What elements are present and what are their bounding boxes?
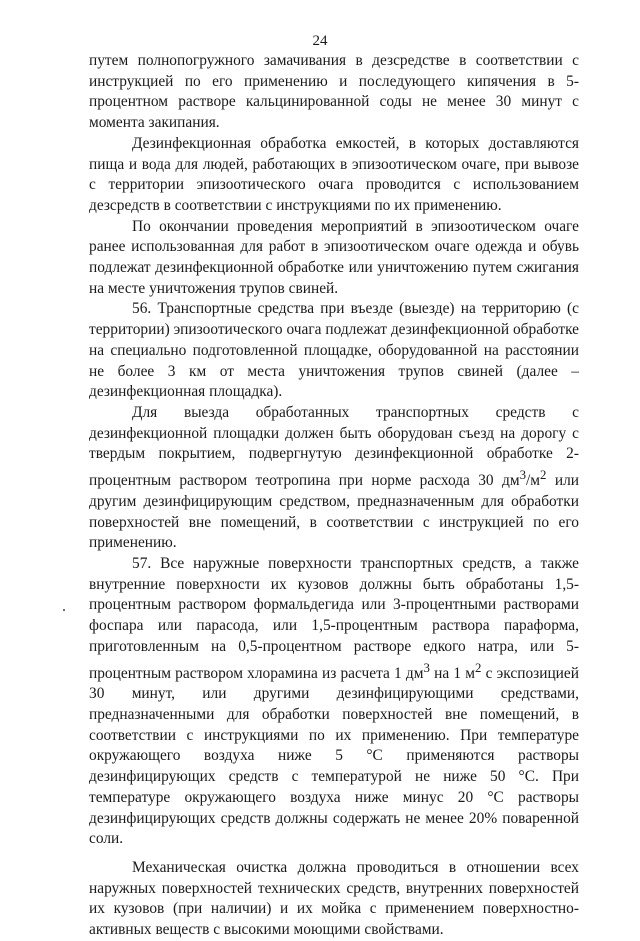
superscript: 2 <box>540 468 547 483</box>
paragraph-clothing-disposal: По окончании проведения мероприятий в эпизоотическом очаге ранее использованная для работ в эпизоотическом очаге одежда и обувь подлежат дезинфекционной обработке или уничтожению путем сжигания на месте уничтожения трупов свиней. <box>89 217 579 297</box>
paragraph-mechanical-cleaning: Механическая очистка должна проводиться в отношении всех наружных поверхностей технических средств, внутренних поверхностей их кузовов (при наличии) и их мойка с применением поверхностно-активных веществ с высокими моющими свойствами. <box>89 858 579 939</box>
superscript: 3 <box>423 660 430 675</box>
page-number: 24 <box>312 33 328 49</box>
paragraph-exit-road <box>89 403 579 554</box>
superscript: 2 <box>475 660 482 675</box>
paragraph-text: Для выезда обработанных транспортных средств с дезинфекционной площадки должен быть оборудован съезд на дорогу с твердым покрытием, подвергнутую дезинфекционной обработке 2-процентным раствором теотропина при норме расхода 30 дм <box>89 403 579 490</box>
clause-text: Все наружные поверхности транспортных средств, а также внутренние поверхности их кузовов должны быть обработаны 1,5-процентным раствором формальдегида или 3-процентными растворами фоспара или парасода, или 1,5-процентным раствора параформа, приготовленным на 0,5-процентном растворе едкого натра, или 5-процентным раствором хлорамина из расчета 1 дм <box>89 555 579 682</box>
clause-text: на 1 м <box>429 664 476 682</box>
paragraph-56 <box>89 299 579 403</box>
clause-text: с экспозицией 30 минут, или другими дезинфицирующими средствами, предназначенными для обработки поверхностей вне помещений, в соответствии с инструкциями по их применению. При температуре окружающего воздуха ниже 5 °С применяются растворы дезинфицирующих средств с температурой не ниже 50 °С. При температуре окружающего воздуха ниже минус 20 °С растворы дезинфицирующих средств должны содержать не менее 20% поваренной соли. <box>89 664 579 848</box>
superscript: 3 <box>519 468 527 483</box>
scan-speck <box>63 609 65 611</box>
paragraph-text: /м <box>526 472 541 490</box>
clause-text: Транспортные средства при въезде (выезде) на территорию (с территории) эпизоотического очага подлежат дезинфекционной обработке на специально подготовленной площадке, оборудованной на расстоянии не более 3 км от места уничтожения трупов свиней (далее – дезинфекционная площадка). <box>89 300 579 401</box>
paragraph-57 <box>89 554 579 850</box>
paragraph-text: или другим дезинфицирующим средством, предназначенным для обработки поверхностей вне помещений, в соответствии с инструкцией по его применению. <box>89 472 579 552</box>
document-body <box>89 51 579 941</box>
paragraph-continuation: путем полнопогружного замачивания в дезсредстве в соответствии с инструкцией по его применению и последующего кипячения в 5-процентном растворе кальцинированной соды не менее 30 минут с момента закипания. <box>89 52 579 132</box>
clause-number: 56. <box>132 300 152 318</box>
clause-number: 57. <box>132 555 152 572</box>
paragraph-spacer <box>89 850 579 858</box>
paragraph-container-disinfection: Дезинфекционная обработка емкостей, в которых доставляются пища и вода для людей, работающих в эпизоотическом очаге, при вывозе с территории эпизоотического очага проводится с использованием дезсредств в соответствии с инструкциями по их применению. <box>89 134 579 214</box>
